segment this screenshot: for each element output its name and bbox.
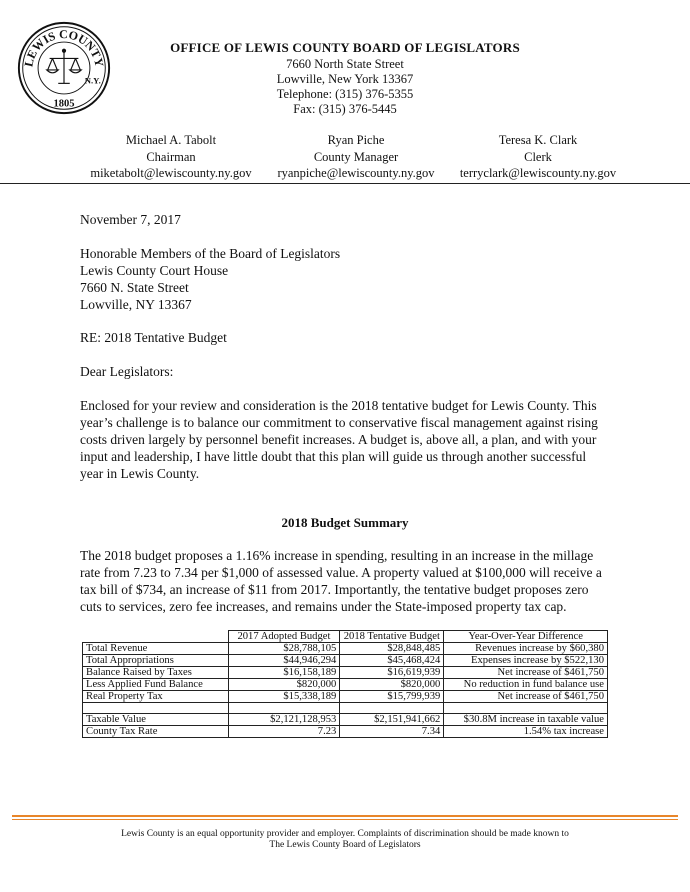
recipient-line: Lowville, NY 13367 [80,297,192,312]
officer-title: Clerk [524,149,552,164]
seal-text-right: N.Y. [84,75,101,86]
table-row [83,679,608,691]
budget-table [82,630,608,738]
value-2017: $2,121,128,953 [228,714,340,726]
footer-rule [12,815,678,817]
section-title: 2018 Budget Summary [281,515,409,530]
row-label: Less Applied Fund Balance [83,679,229,691]
footer-line-2: The Lewis County Board of Legislators [269,840,421,850]
value-2018: $820,000 [340,679,444,691]
table-row [83,726,608,738]
summary-paragraph: The 2018 budget proposes a 1.16% increase in spending, resulting in an increase in the millage rate from 7.23 to 7.34 per $1,000 of assessed value. A property valued at $100,000 will receive a tax bill of $734, an increase of $11 from 2017. Importantly, the tentative budget proposes zero cuts to services, zero fee increases, and remains under the State-imposed property tax cap. [80,548,602,614]
table-row [83,714,608,726]
scales-of-justice-icon [47,49,82,83]
recipient-line: Lewis County Court House [80,263,229,278]
officer-email[interactable]: ryanpiche@lewiscounty.ny.gov [277,166,435,180]
row-label: Taxable Value [83,714,229,726]
recipient-line: Honorable Members of the Board of Legislators [80,246,341,261]
re-line: RE: 2018 Tentative Budget [80,330,227,345]
difference: Expenses increase by $522,130 [444,655,608,667]
value-2017: 7.23 [228,726,340,738]
value-2017: $44,946,294 [228,655,340,667]
officer-name: Ryan Piche [327,133,385,147]
table-row [83,691,608,703]
county-seal [16,20,112,116]
header-cell: Year-Over-Year Difference [444,631,608,643]
value-2018: $2,151,941,662 [340,714,444,726]
office-telephone: Telephone: (315) 376-5355 [276,87,414,101]
letter-date: November 7, 2017 [80,212,181,227]
officer-title: County Manager [313,149,399,164]
header-cell [83,631,229,643]
officer-chairman [71,132,271,182]
office-address: 7660 North State Street [286,57,404,71]
footer-line-1: Lewis County is an equal opportunity provider and employer. Complaints of discrimination should be made known to [121,829,569,839]
value-2017: $15,338,189 [228,691,340,703]
officer-name: Teresa K. Clark [498,133,578,147]
value-2017: $28,788,105 [228,643,340,655]
salutation: Dear Legislators: [80,364,174,379]
difference: No reduction in fund balance use [444,679,608,691]
table-spacer-row [83,703,608,714]
row-label: County Tax Rate [83,726,229,738]
footer-rule-thin [12,819,678,820]
row-label: Real Property Tax [83,691,229,703]
seal-year: 1805 [53,98,75,110]
value-2017: $16,158,189 [228,667,340,679]
row-label: Total Appropriations [83,655,229,667]
officer-title: Chairman [146,149,196,164]
recipient-line: 7660 N. State Street [80,280,189,295]
value-2018: $45,468,424 [340,655,444,667]
table-header-row [83,631,608,643]
difference: Net increase of $461,750 [444,691,608,703]
row-label: Balance Raised by Taxes [83,667,229,679]
value-2018: $15,799,939 [340,691,444,703]
table-row [83,655,608,667]
value-2018: $28,848,485 [340,643,444,655]
office-fax: Fax: (315) 376-5445 [293,102,397,116]
value-2018: 7.34 [340,726,444,738]
officer-county-manager [256,132,456,182]
header-cell: 2018 Tentative Budget [340,631,444,643]
intro-paragraph: Enclosed for your review and consideration is the 2018 tentative budget for Lewis County. This year’s challenge is to balance our commitment to conservative fiscal management against rising costs driven largely by personnel benefit increases. A budget is, above all, a plan, and with your input and leadership, I have little doubt that this plan will guide us through another successful year in Lewis County. [80,398,598,481]
header-cell: 2017 Adopted Budget [228,631,340,643]
officer-email[interactable]: terryclark@lewiscounty.ny.gov [459,166,617,180]
officer-email[interactable]: miketabolt@lewiscounty.ny.gov [90,166,252,180]
recipient-block [80,245,340,313]
officer-clerk [438,132,638,182]
difference: Revenues increase by $60,380 [444,643,608,655]
value-2017: $820,000 [228,679,340,691]
header-divider [0,183,690,184]
seal-text-top: LEWIS COUNTY [21,27,107,69]
difference: 1.54% tax increase [444,726,608,738]
office-title: OFFICE OF LEWIS COUNTY BOARD OF LEGISLATORS [170,40,520,55]
row-label: Total Revenue [83,643,229,655]
difference: Net increase of $461,750 [444,667,608,679]
officer-name: Michael A. Tabolt [125,133,217,147]
office-city: Lowville, New York 13367 [276,72,414,86]
table-row [83,667,608,679]
value-2018: $16,619,939 [340,667,444,679]
table-row [83,643,608,655]
difference: $30.8M increase in taxable value [444,714,608,726]
